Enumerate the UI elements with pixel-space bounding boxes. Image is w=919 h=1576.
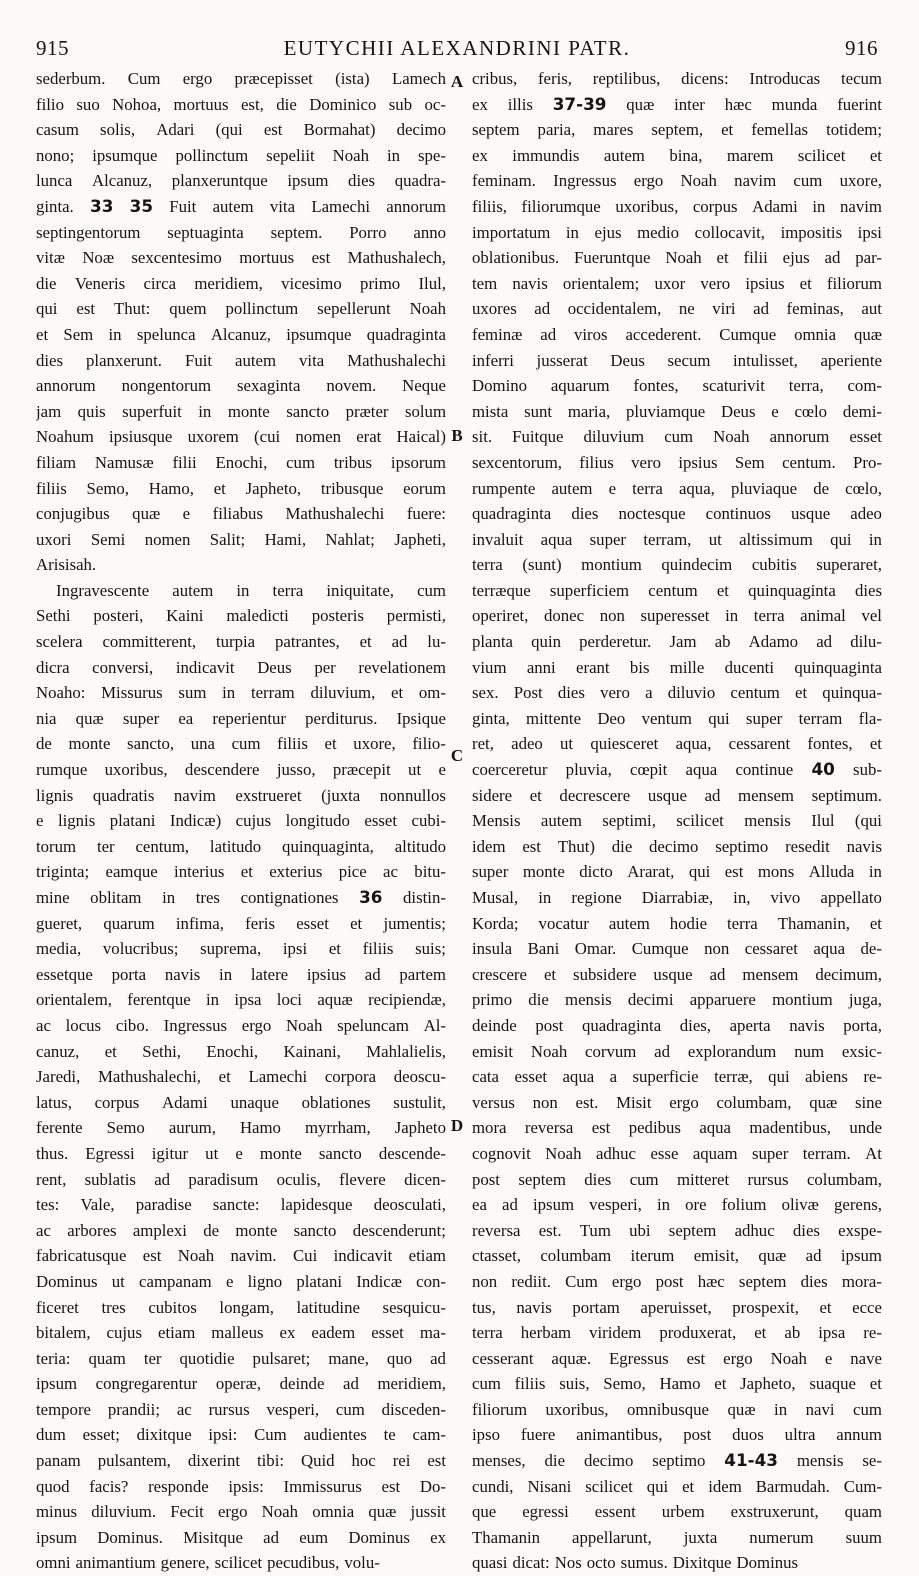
text-line: Musal, in regione Diarrabiæ, in, vivo appellato — [472, 888, 882, 907]
text-line: invaluit aqua super terram, ut altissimum qui in — [472, 529, 882, 549]
text-line: ginta. 33 35 Fuit autem vita Lamechi annorum — [36, 195, 446, 216]
text-line: ctasset, columbam iterum emisit, quæ ad ipsum — [472, 1246, 882, 1266]
text-line: filiorum uxoribus, omnibusque quæ in navi cum — [472, 1399, 882, 1419]
text-line: casum solis, Adari (qui est Bormahat) decimo — [36, 120, 446, 140]
text-line: canuz, et Sethi, Enochi, Kainani, Mahlalielis, — [36, 1041, 446, 1061]
margin-marker-c: C — [450, 746, 464, 765]
text-line: gueret, quarum infima, feris esset et jumentis; — [36, 913, 446, 933]
text-line: quod facis? responde ipsis: Immissurus est Do- — [36, 1476, 446, 1496]
text-line: quadraginta dies noctesque continuos usque adeo — [472, 504, 882, 524]
text-line: cognovit Noah adhuc esse aquam super terram. At — [472, 1143, 882, 1163]
text-line: filio suo Nohoa, mortuus est, die Dominico sub oc- — [36, 94, 446, 114]
text-line: scelera committerent, turpia patrantes, et ad lu- — [36, 632, 446, 652]
text-line: post septem dies cum mitteret rursus columbam, — [472, 1169, 882, 1189]
text-line: ea ad ipsum vesperi, in ore folium olivæ gerens, — [472, 1195, 882, 1215]
text-line: tem navis orientalem; uxor vero ipsius et filiorum — [472, 273, 882, 293]
text-line: operiret, donec non superesset in terra animal vel — [472, 606, 882, 626]
page-number-right: 916 — [845, 36, 878, 60]
page-number-left: 915 — [36, 36, 69, 60]
text-line: rent, sublatis ad paradisum oculis, flevere dicen- — [36, 1169, 446, 1189]
text-line: primo die mensis decimi apparuere montium juga, — [472, 990, 882, 1010]
text-line: lunca Alcanuz, planxeruntque ipsum dies quadra- — [36, 171, 446, 191]
text-line: tempore prandii; ac rursus vesperi, cum disceden- — [36, 1399, 446, 1419]
text-line: de monte sancto, una cum filiis et uxore, filio- — [36, 734, 446, 754]
text-line: uxores ad occidentalem, ne viri ad feminas, aut — [472, 299, 882, 319]
right-column — [472, 66, 882, 1576]
text-line: importatum in ejus medio collocavit, impositis ipsi — [472, 222, 882, 242]
text-line: cundi, Nisani scilicet qui et idem Barmudah. Cum- — [472, 1476, 882, 1496]
text-line: filiis, filiorumque uxoribus, corpus Adami in navim — [472, 196, 882, 216]
text-line: filiis Semo, Hamo, et Japheto, tribusque eorum — [36, 478, 446, 498]
text-line: nono; ipsumque pollinctum sepeliit Noah in spe- — [36, 145, 446, 165]
text-line: ipso fuere animantibus, post duos ultra annum — [472, 1425, 882, 1445]
text-line: terra (sunt) montium quindecim cubitis superaret, — [472, 555, 882, 575]
text-line: septem paria, mares septem, et femellas totidem; — [472, 120, 882, 140]
text-line: panam pulsantem, dixerint tibi: Quid hoc rei est — [36, 1451, 446, 1471]
text-line: dicra conversi, indicavit Deus per revelationem — [36, 657, 446, 677]
text-line: orientalem, ferentque in ipsa loci aquæ recipiendæ, — [36, 990, 446, 1010]
text-line: filiam Namusæ filii Enochi, cum tribus ipsorum — [36, 452, 446, 472]
text-line: quasi dicat: Nos octo sumus. Dixitque Dominus — [472, 1553, 799, 1573]
text-line: Noaho: Missurus sum in terram diluvium, et om- — [36, 683, 446, 703]
text-line: annorum nongentorum sexaginta novem. Neque — [36, 376, 446, 396]
text-line: ex immundis autem bina, marem scilicet et — [472, 145, 882, 165]
text-line: feminam. Ingressus ergo Noah navim cum uxore, — [472, 171, 882, 191]
text-line: latus, corpus Adami unaque oblationes sustulit, — [36, 1092, 446, 1112]
text-line: media, volucribus; suprema, ipsi et filiis suis; — [36, 939, 446, 959]
text-line: dies planxerunt. Fuit autem vita Mathushalechi — [36, 350, 446, 370]
text-line: versus non est. Misit ergo columbam, quæ sine — [472, 1092, 882, 1112]
text-line: idem est Thut) die decimo septimo resedit navis — [472, 836, 882, 856]
text-line: tes: Vale, paradise sancte: lapidesque deosculati, — [36, 1195, 446, 1215]
text-line: tus, navis portam aperuisset, prospexit, et ecce — [472, 1297, 882, 1317]
text-line: ret, adeo ut quiesceret aqua, cessarent fontes, et — [472, 734, 882, 754]
text-line: crescere et subsidere usque ad mensem decimum, — [472, 964, 882, 984]
text-line: Dominus ut campanam e ligno platani Indicæ con- — [36, 1271, 446, 1291]
text-line: sederbum. Cum ergo præcepisset (ista) Lamech — [36, 69, 446, 88]
left-column — [36, 66, 446, 1576]
text-line: ginta, mittente Deo ventum qui super terram fla- — [472, 708, 882, 728]
text-line: terræque superficiem centum et quinquaginta dies — [472, 580, 882, 600]
text-line: torum ter centum, latitudo quinquaginta, altitudo — [36, 836, 446, 856]
text-line: ferente Semo aurum, Hamo myrrham, Japheto — [36, 1118, 446, 1138]
text-line: dum esset; dixitque ipsi: Cum audientes te cam- — [36, 1425, 446, 1445]
text-line: non rediit. Cum ergo post hæc septem dies mora- — [472, 1271, 882, 1291]
text-line: Ingravescente autem in terra iniquitate, cum — [56, 580, 446, 600]
text-line: nia quæ super ea reperientur perditurus. Ipsique — [36, 708, 446, 728]
text-line: Korda; vocatur autem hodie terra Thamanin, et — [472, 913, 882, 933]
text-line: uxori Semi nomen Salit; Hami, Nahlat; Japheti, — [36, 529, 446, 549]
text-line: ex illis 37-39 quæ inter hæc munda fuerint — [472, 93, 882, 114]
text-line: que egressi essent urbem exstruxerunt, quam — [472, 1502, 882, 1522]
text-line: vitæ Noæ sexcentesimo mortuus est Mathushalech, — [36, 248, 446, 268]
text-line: bitalem, cujus etiam malleus ex eadem esset ma- — [36, 1323, 446, 1343]
margin-marker-a: A — [450, 72, 464, 91]
margin-marker-d: D — [450, 1116, 464, 1135]
text-line: et Sem in spelunca Alcanuz, ipsumque quadraginta — [36, 324, 446, 344]
text-line: vium anni erant bis mille ducenti quinquaginta — [472, 657, 882, 677]
text-line: sit. Fuitque diluvium cum Noah annorum esset — [472, 427, 882, 447]
text-line: mora reversa est pedibus aqua madentibus, unde — [472, 1118, 882, 1138]
text-line: deinde post quadraginta dies, aperta navis porta, — [472, 1015, 882, 1035]
text-line: coerceretur pluvia, cœpit aqua continue 40 sub- — [472, 759, 882, 780]
text-line: terra herbam viridem produxerat, et ab ipsa re- — [472, 1323, 882, 1343]
text-line: cata esset aqua a superficie terræ, qui abiens re- — [472, 1067, 882, 1087]
text-line: sex. Post dies vero a diluvio centum et quinqua- — [472, 683, 882, 703]
text-line: triginta; eamque interius et exterius pice ac bitu- — [36, 862, 446, 882]
page-header — [36, 36, 878, 66]
text-line: cesserant aquæ. Egressus est ergo Noah e nave — [472, 1348, 882, 1368]
text-line: fabricatusque est Noah navim. Cui indicavit etiam — [36, 1246, 446, 1266]
text-line: sidere et decrescere usque ad mensem septimum. — [472, 785, 882, 805]
text-line: cum filiis suis, Semo, Hamo et Japheto, suaque et — [472, 1374, 882, 1394]
text-line: ipsum Dominus. Misitque ad eum Dominus ex — [36, 1527, 446, 1547]
text-line: teria: quam ter quotidie pulsaret; mane, quo ad — [36, 1348, 446, 1368]
text-line: jam quis superfuit in monte sancto præter solum — [36, 401, 446, 421]
text-line: insula Bani Omar. Cumque non cessaret aqua de- — [472, 939, 882, 959]
text-line: Sethi posteri, Kaini maledicti posteris permisti, — [36, 606, 446, 626]
text-line: rumpente autem e terra aqua, pluviaque de cœlo, — [472, 478, 882, 498]
text-line: cribus, feris, reptilibus, dicens: Introducas tecum — [472, 69, 882, 88]
text-line: qui est Thut: quem pollinctum sepellerunt Noah — [36, 299, 446, 319]
text-line: Mensis autem septimi, scilicet mensis Ilul (qui — [472, 811, 882, 831]
text-line: ipsum congregarentur operæ, deinde ad meridiem, — [36, 1374, 446, 1394]
text-line: die Veneris circa meridiem, vicesimo primo Ilul, — [36, 273, 446, 293]
text-line: super monte dicto Ararat, qui est mons Alluda in — [472, 862, 882, 882]
text-line: feminæ ad viros accederent. Cumque omnia quæ — [472, 324, 882, 344]
text-line: omni animantium genere, scilicet pecudibus, volu- — [36, 1553, 380, 1573]
text-line: planta quin perderetur. Jam ab Adamo ad dilu- — [472, 632, 882, 652]
text-line: emisit Noah corvum ad explorandum num exsic- — [472, 1041, 882, 1061]
text-line: mista sunt maria, pluviamque Deus e cœlo demi- — [472, 401, 882, 421]
text-line: septingentorum septuaginta septem. Porro anno — [36, 222, 446, 242]
text-line: Jaredi, Mathushalechi, et Lamechi corpora deoscu- — [36, 1067, 446, 1087]
text-line: thus. Egressi igitur ut e monte sancto descende- — [36, 1143, 446, 1163]
text-line: ac arbores amplexi de monte sancto descenderunt; — [36, 1220, 446, 1240]
text-line: inferri jusserat Deus secum intulisset, aperiente — [472, 350, 882, 370]
text-line: e lignis platani Indicæ) cujus longitudo esset cubi- — [36, 811, 446, 831]
text-line: oblationibus. Fueruntque Noah et filii ejus ad par- — [472, 248, 882, 268]
text-line: Noahum ipsiusque uxorem (cui nomen erat Haical) — [36, 427, 446, 447]
text-line: lignis quadratis navim exstrueret (juxta nonnullos — [36, 785, 446, 805]
text-line: reversa est. Tum ubi septem adhuc dies exspe- — [472, 1220, 882, 1240]
running-title: EUTYCHII ALEXANDRINI PATR. — [283, 36, 631, 60]
text-line: sexcentorum, filius vero ipsius Sem centum. Pro- — [472, 452, 882, 472]
text-line: ficeret tres cubitos longam, latitudine sesquicu- — [36, 1297, 446, 1317]
margin-marker-b: B — [451, 426, 463, 445]
text-line: mine oblitam in tres contignationes 36 distin- — [36, 887, 446, 907]
text-line: rumque uxoribus, descendere jusso, præcepit ut e — [36, 760, 446, 780]
text-line: Arisisah. — [36, 555, 97, 575]
text-line: conjugibus quæ e filiabus Mathushalechi fuere: — [36, 504, 446, 524]
text-line: Thamanin appellarunt, juxta numerum suum — [472, 1527, 882, 1547]
text-line: essetque porta navis in latere ipsius ad partem — [36, 964, 446, 984]
text-line: Domino aquarum fontes, scaturivit terra, com- — [472, 376, 882, 396]
text-line: menses, die decimo septimo 41-43 mensis se- — [472, 1450, 882, 1471]
text-line: minus diluvium. Fecit ergo Noah omnia quæ jussit — [36, 1502, 446, 1522]
text-line: ac locus cibo. Ingressus ergo Noah speluncam Al- — [36, 1015, 446, 1035]
